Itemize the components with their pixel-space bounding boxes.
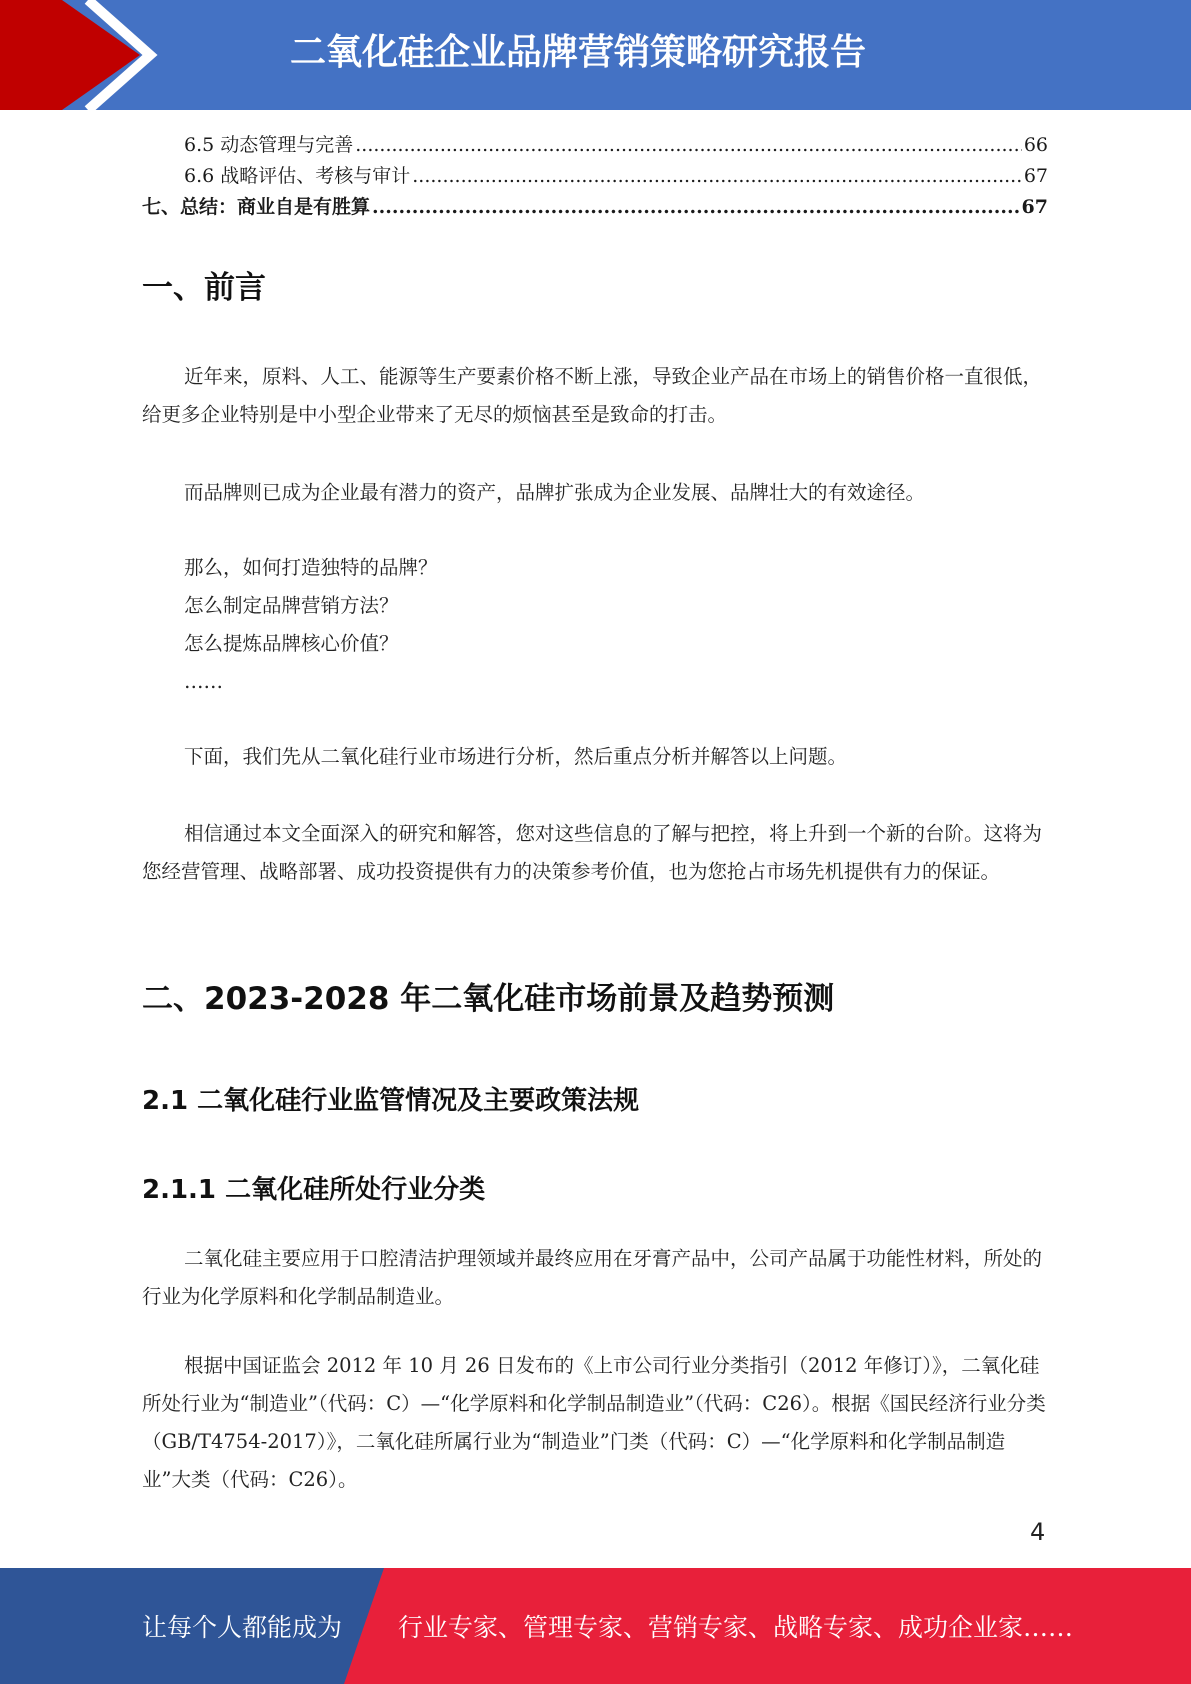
section-heading-preface: 一、前言 [142, 270, 266, 306]
paragraph: 下面，我们先从二氧化硅行业市场进行分析，然后重点分析并解答以上问题。 [184, 745, 848, 768]
toc-entry-title: 6.5 动态管理与完善 [184, 134, 354, 156]
question-line: 怎么提炼品牌核心价值？ [184, 632, 399, 655]
toc-leader-dots [372, 196, 1020, 218]
section-heading-forecast: 二、2023-2028 年二氧化硅市场前景及趋势预测 [142, 981, 835, 1017]
toc-entry-title: 七、总结：商业自是有胜算 [142, 196, 371, 218]
toc-leader-dots [412, 165, 1022, 187]
paragraph: 相信通过本文全面深入的研究和解答，您对这些信息的了解与把控，将上升到一个新的台阶。这将为您经营管理、战略部署、成功投资提供有力的决策参考价值，也为您抢占市场先机提供有力的保证。 [142, 822, 1043, 883]
toc-leader-dots [355, 134, 1022, 156]
footer-slogan-left: 让每个人都能成为 [142, 1613, 343, 1642]
subsection-heading: 2.1.1 二氧化硅所处行业分类 [142, 1175, 486, 1205]
paragraph: 而品牌则已成为企业最有潜力的资产，品牌扩张成为企业发展、品牌壮大的有效途径。 [184, 481, 926, 504]
question-line: 那么，如何打造独特的品牌？ [184, 556, 438, 579]
toc-entry[interactable] [142, 161, 1048, 192]
toc-entry[interactable] [142, 130, 1048, 161]
paragraph: 近年来，原料、人工、能源等生产要素价格不断上涨，导致企业产品在市场上的销售价格一直很低，给更多企业特别是中小型企业带来了无尽的烦恼甚至是致命的打击。 [142, 365, 1043, 426]
paragraph: 二氧化硅主要应用于口腔清洁护理领域并最终应用在牙膏产品中，公司产品属于功能性材料，所处的行业为化学原料和化学制品制造业。 [142, 1247, 1043, 1308]
question-line: 怎么制定品牌营销方法？ [184, 594, 399, 617]
ellipsis-line: …… [184, 670, 223, 693]
footer-slogan-right: 行业专家、管理专家、营销专家、战略专家、成功企业家…… [398, 1613, 1074, 1642]
toc-entry-page: 67 [1023, 165, 1048, 187]
document-title: 二氧化硅企业品牌营销策略研究报告 [290, 32, 867, 73]
page-number: 4 [1030, 1518, 1046, 1546]
table-of-contents [142, 130, 1048, 223]
header-red-arrow [0, 0, 140, 110]
toc-entry-title: 6.6 战略评估、考核与审计 [184, 165, 411, 187]
header-arrow-decoration [0, 0, 160, 110]
subsection-heading: 2.1 二氧化硅行业监管情况及主要政策法规 [142, 1086, 640, 1116]
paragraph: 根据中国证监会 2012 年 10 月 26 日发布的《上市公司行业分类指引（2012 年修订）》，二氧化硅所处行业为“制造业”（代码：C）—“化学原料和化学制品制造业”（代码：C26）。根据《国民经济行业分类（GB/T4754-2017）》，二氧化硅所属行业为“制造业”门类（代码：C）—“化学原料和化学制品制造业”大类（代码：C26）。 [142, 1354, 1046, 1491]
toc-entry[interactable] [142, 192, 1048, 223]
header-banner [0, 0, 1191, 110]
toc-entry-page: 67 [1021, 196, 1048, 218]
toc-entry-page: 66 [1023, 134, 1048, 156]
